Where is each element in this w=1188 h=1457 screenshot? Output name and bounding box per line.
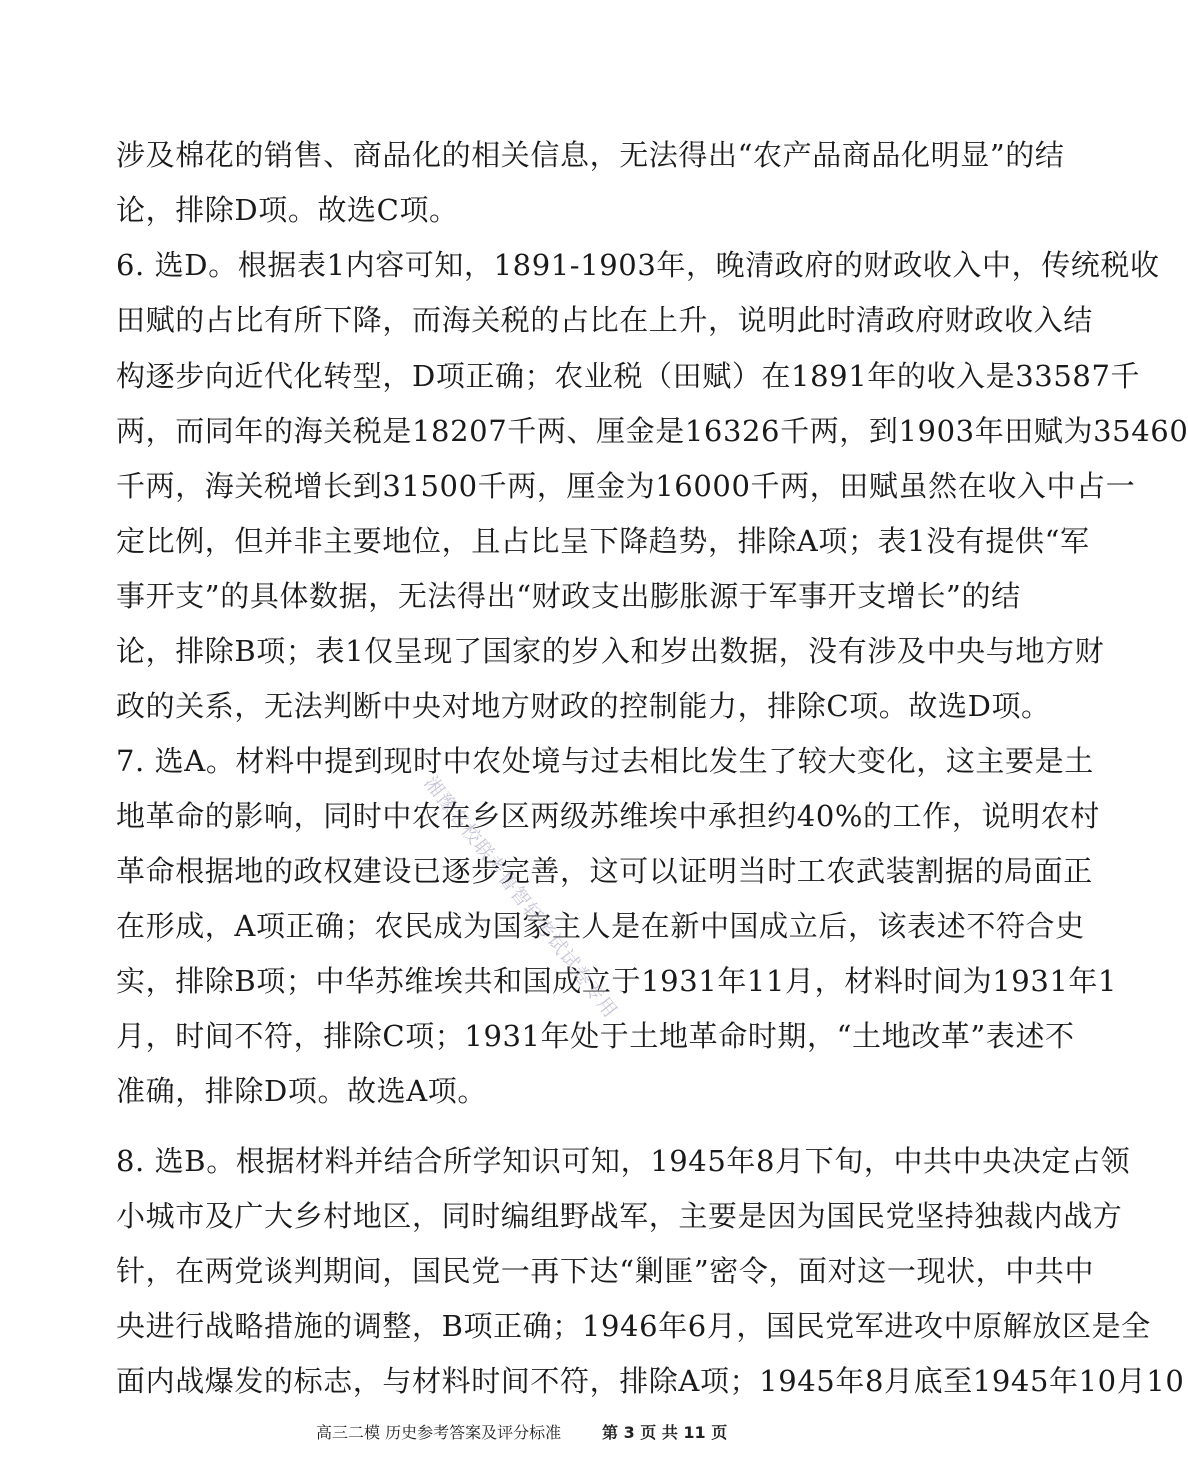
answer-8-heading-line: 8. 选B。根据材料并结合所学知识可知，1945年8月下旬，中共中央决定占领 — [116, 1144, 1131, 1178]
footer-title: 高三二模 历史参考答案及评分标准 — [316, 1423, 562, 1442]
text-line: 在形成，A项正确；农民成为国家主人是在新中国成立后，该表述不符合史 — [116, 909, 1085, 943]
text-line: 事开支”的具体数据，无法得出“财政支出膨胀源于军事开支增长”的结 — [116, 579, 1021, 613]
text-line: 千两，海关税增长到31500千两，厘金为16000千两，田赋虽然在收入中占一 — [116, 469, 1136, 503]
answer-7-heading-line: 7. 选A。材料中提到现时中农处境与过去相比发生了较大变化，这主要是土 — [116, 744, 1094, 778]
text-line: 面内战爆发的标志，与材料时间不符，排除A项；1945年8月底至1945年10月10 — [116, 1364, 1185, 1398]
text-line: 实，排除B项；中华苏维埃共和国成立于1931年11月，材料时间为1931年1 — [116, 964, 1118, 998]
text-line: 央进行战略措施的调整，B项正确；1946年6月，国民党军进攻中原解放区是全 — [116, 1309, 1151, 1343]
text-line: 小城市及广大乡村地区，同时编组野战军，主要是因为国民党坚持独裁内战方 — [116, 1199, 1123, 1233]
watermark: 湘豫名校联考鲁智轩考试试卷专用 — [419, 772, 622, 1023]
answer-6-heading-line: 6. 选D。根据表1内容可知，1891-1903年，晚清政府的财政收入中，传统税收 — [116, 248, 1160, 282]
text-line: 构逐步向近代化转型，D项正确；农业税（田赋）在1891年的收入是33587千 — [116, 359, 1141, 393]
text-line: 涉及棉花的销售、商品化的相关信息，无法得出“农产品商品化明显”的结 — [116, 138, 1065, 172]
text-line: 定比例，但并非主要地位，且占比呈下降趋势，排除A项；表1没有提供“军 — [116, 524, 1090, 558]
text-line: 论，排除D项。故选C项。 — [116, 193, 459, 227]
text-line: 田赋的占比有所下降，而海关税的占比在上升，说明此时清政府财政收入结 — [116, 303, 1093, 337]
text-line: 论，排除B项；表1仅呈现了国家的岁入和岁出数据，没有涉及中央与地方财 — [116, 634, 1105, 668]
text-line: 两，而同年的海关税是18207千两、厘金是16326千两，到1903年田赋为35460 — [116, 414, 1188, 448]
text-line: 地革命的影响，同时中农在乡区两级苏维埃中承担约40%的工作，说明农村 — [116, 799, 1100, 833]
text-line: 革命根据地的政权建设已逐步完善，这可以证明当时工农武装割据的局面正 — [116, 854, 1093, 888]
text-line: 准确，排除D项。故选A项。 — [116, 1074, 487, 1108]
text-line: 月，时间不符，排除C项；1931年处于土地革命时期，“土地改革”表述不 — [116, 1019, 1075, 1053]
footer-page-number: 第 3 页 共 11 页 — [602, 1423, 728, 1442]
text-line: 针，在两党谈判期间，国民党一再下达“剿匪”密令，面对这一现状，中共中 — [116, 1254, 1095, 1288]
text-line: 政的关系，无法判断中央对地方财政的控制能力，排除C项。故选D项。 — [116, 689, 1051, 723]
